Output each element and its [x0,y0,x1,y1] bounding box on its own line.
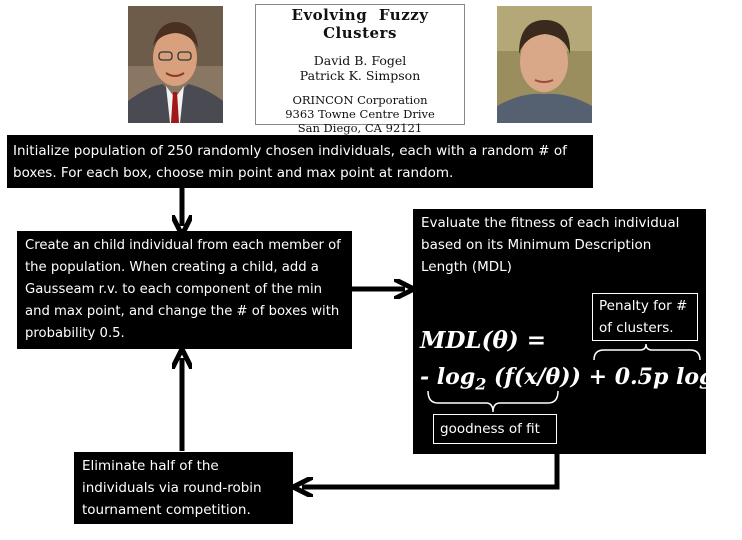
goodness-of-fit-label: goodness of fit [440,421,540,437]
formula-plus-term: + 0.5p log [580,364,715,390]
evaluate-step-text: Evaluate the fitness of each individual based on its Minimum Description Length (MDL) [421,215,680,275]
org-line-2: 9363 Towne Centre Drive [285,107,435,121]
org-line-3: San Diego, CA 92121 [297,121,423,135]
formula-term1-arg: (f(x/θ)) [486,364,581,390]
org-line-1: ORINCON Corporation [292,93,428,107]
author-name-1: David B. Fogel [313,53,407,68]
paper-title: Evolving Fuzzy Clusters [291,6,429,42]
goodness-of-fit-label-box [433,414,557,444]
author-name-2: Patrick K. Simpson [299,68,421,83]
formula-term1-sub: 2 [475,374,487,394]
eliminate-step-text: Eliminate half of the individuals via round-robin tournament competition. [82,458,262,518]
eliminate-step-box [74,452,293,524]
goodness-of-fit-brace [428,391,558,412]
mdl-formula-lhs: MDL(θ) = [420,327,546,354]
formula-term2-sub: 2 [714,374,726,394]
penalty-brace [594,344,700,360]
formula-term2-arg: n [725,364,742,390]
create-child-step-text: Create an child individual from each member of the population. When creating a child, add a Gausseam r.v. to each component of the min and max point, and change the # of boxes with probability 0.5. [25,238,341,341]
formula-term1-prefix: - log [420,364,476,390]
initialize-step-text: Initialize population of 250 randomly chosen individuals, each with a random # of boxes. For each box, choose min point and max point at random. [13,143,567,181]
penalty-label: Penalty for # of clusters. [599,298,688,336]
